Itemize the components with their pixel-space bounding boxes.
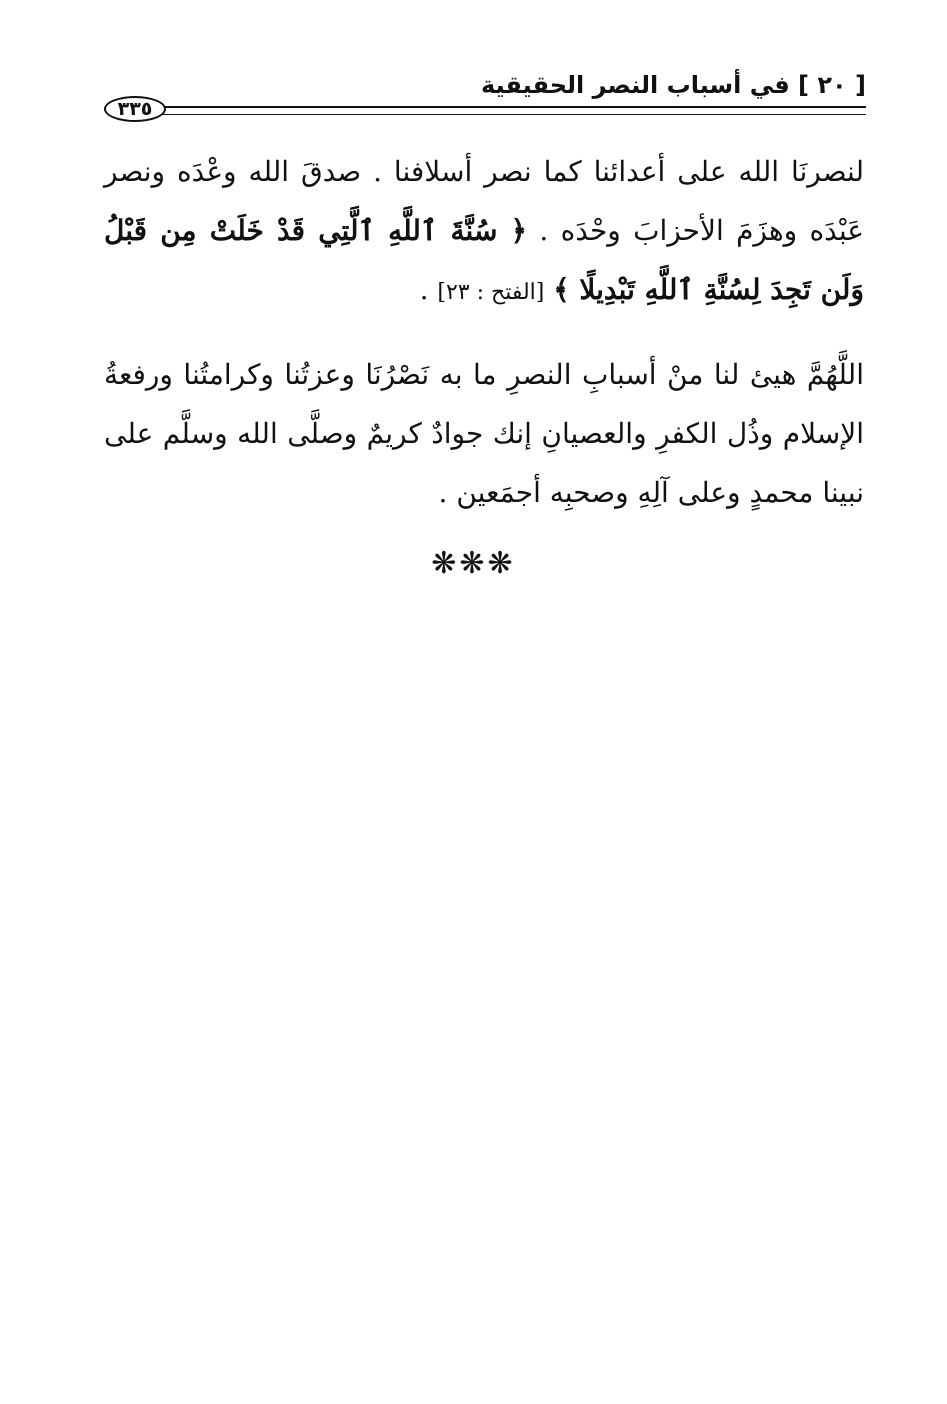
section-separator: ❋❋❋ <box>431 546 516 581</box>
quran-verse: ﴿ سُنَّةَ ٱللَّهِ ٱلَّتِي قَدْ خَلَتْ مِن قَبْلُ وَلَن تَجِدَ لِسُنَّةِ ٱللَّهِ تَبْدِيلًا ﴾ <box>104 214 864 306</box>
paragraph-2: اللَّهُمَّ هيئ لنا منْ أسبابِ النصرِ ما به نَصْرُنَا وعزتُنا وكرامتُنا ورفعةُ الإسلام وذُل الكفرِ والعصيانِ إنك جوادٌ كريمٌ وصلَّى الله وسلَّم على نبينا محمدٍ وعلى آلِهِ وصحبِه أجمَعين . <box>104 358 864 509</box>
quran-citation: [الفتح : ٢٣] <box>437 280 545 305</box>
page-number-ornament <box>104 96 166 122</box>
paragraph-1-ending: . <box>419 273 429 306</box>
page-content <box>104 142 864 522</box>
chapter-title: [ ٢٠ ] في أسباب النصر الحقيقية <box>481 71 866 99</box>
paragraph-1-text: لنصرنَا الله على أعدائنا كما نصر أسلافنا . صدقَ الله وعْدَه ونصر عَبْدَه وهزَمَ الأحزابَ وحْدَه . <box>104 155 864 247</box>
running-header <box>104 67 866 119</box>
page-number: ٣٣٥ <box>117 97 153 120</box>
paragraph-1 <box>104 142 864 322</box>
header-rule <box>162 106 866 115</box>
